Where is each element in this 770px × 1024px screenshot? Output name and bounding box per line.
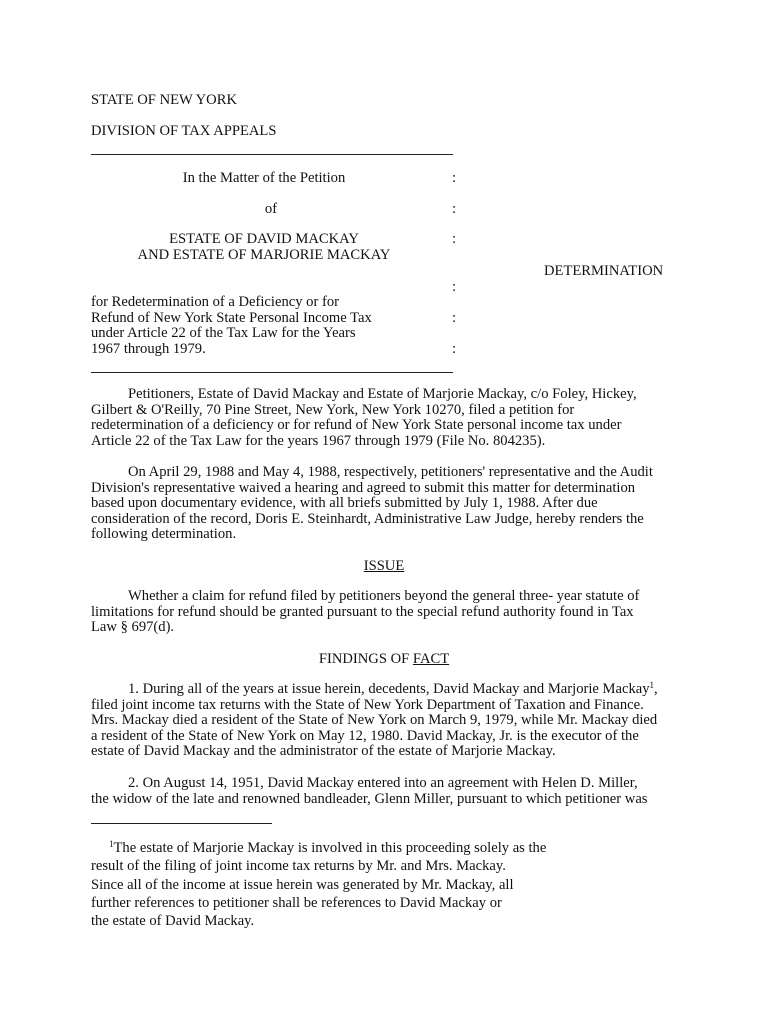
caption-bottom-rule [91,372,453,373]
footnote-line-text: The estate of Marjorie Mackay is involved in this proceeding solely as the [113,840,547,856]
findings-heading-underlined: FACT [412,651,450,667]
paragraph-line: 2. On August 14, 1951, David Mackay entered into an agreement with Helen D. Miller, [128,775,638,791]
paragraph-line: Law § 697(d). [91,619,175,636]
paragraph-line: Division's representative waived a hearing and agreed to submit this matter for determination [91,479,636,496]
caption-petitioner-line-2: AND ESTATE OF MARJORIE MACKAY [137,247,391,263]
footnote-line: further references to petitioner shall be references to David Mackay or [91,894,502,911]
footnote-number: 1 [109,839,114,849]
paragraph-line: Whether a claim for refund filed by petitioners beyond the general three- year statute of [128,588,640,604]
footnote-line: the estate of David Mackay. [91,913,255,930]
paragraph-line: Article 22 of the Tax Law for the years 1967 through 1979 (File No. 804235). [91,432,546,449]
paragraph-line: Mrs. Mackay died a resident of the State of New York on March 9, 1979, while Mr. Mackay died [91,712,658,729]
caption-matter: In the Matter of the Petition [182,170,346,186]
caption-purpose-line: Refund of New York State Personal Income Tax [91,310,372,326]
paragraph-line: Petitioners, Estate of David Mackay and Estate of Marjorie Mackay, c/o Foley, Hickey, [128,386,637,402]
issue-paragraph [91,589,691,636]
footnote-separator [91,823,272,824]
paragraph-line [91,682,691,698]
paragraph-line: consideration of the record, Doris E. Steinhardt, Administrative Law Judge, hereby renders the [91,510,644,527]
paragraph-line: following determination. [91,526,237,543]
state-heading: STATE OF NEW YORK [91,92,237,108]
division-heading: DIVISION OF TAX APPEALS [91,123,277,139]
caption-colon: : [452,201,457,217]
paragraph-line: redetermination of a deficiency or for refund of New York State personal income tax under [91,417,622,434]
paragraph-line: estate of David Mackay and the administrator of the estate of Marjorie Mackay. [91,743,556,760]
footnote-line: Since all of the income at issue herein was generated by Mr. Mackay, all [91,876,514,893]
paragraph-line: Gilbert & O'Reilly, 70 Pine Street, New York, New York 10270, filed a petition for [91,401,575,418]
caption-petitioner-line-1: ESTATE OF DAVID MACKAY [169,231,359,247]
caption-purpose-line: under Article 22 of the Tax Law for the Years [91,325,356,341]
footnote [91,839,691,930]
caption-colon: : [452,310,457,326]
caption-of: of [264,201,278,217]
findings-heading [91,651,677,667]
caption-colon: : [452,341,457,357]
caption-top-rule [91,154,453,155]
petition-paragraph [91,387,691,449]
footnote-reference: 1 [649,680,655,690]
footnote-line [91,839,691,857]
document-type: DETERMINATION [544,263,664,279]
caption-purpose-line: for Redetermination of a Deficiency or for [91,294,339,310]
paragraph-line: a resident of the State of New York on May 12, 1980. David Mackay, Jr. is the executor of the [91,727,639,744]
caption-purpose-line: 1967 through 1979. [91,341,206,357]
paragraph-line: On April 29, 1988 and May 4, 1988, respectively, petitioners' representative and the Audit [128,464,653,480]
paragraph-line-text: , [654,681,658,697]
paragraph-line: the widow of the late and renowned bandleader, Glenn Miller, pursuant to which petitioner was [91,790,648,807]
finding-paragraph-2 [91,776,691,807]
paragraph-line-text: 1. During all of the years at issue herein, decedents, David Mackay and Marjorie Mackay [128,681,650,697]
caption-colon: : [452,231,457,247]
paragraph-line: filed joint income tax returns with the State of New York Department of Taxation and Finance. [91,696,644,713]
paragraph-line: limitations for refund should be granted pursuant to the special refund authority found in Tax [91,603,634,620]
caption-colon: : [452,279,457,295]
paragraph-line: based upon documentary evidence, with all briefs submitted by July 1, 1988. After due [91,495,598,512]
findings-heading-text: FINDINGS OF [318,651,413,667]
finding-paragraph-1 [91,682,691,760]
procedure-paragraph [91,465,691,543]
footnote-line: result of the filing of joint income tax returns by Mr. and Mrs. Mackay. [91,858,506,875]
issue-heading: ISSUE [363,558,405,574]
caption-colon: : [452,170,457,186]
